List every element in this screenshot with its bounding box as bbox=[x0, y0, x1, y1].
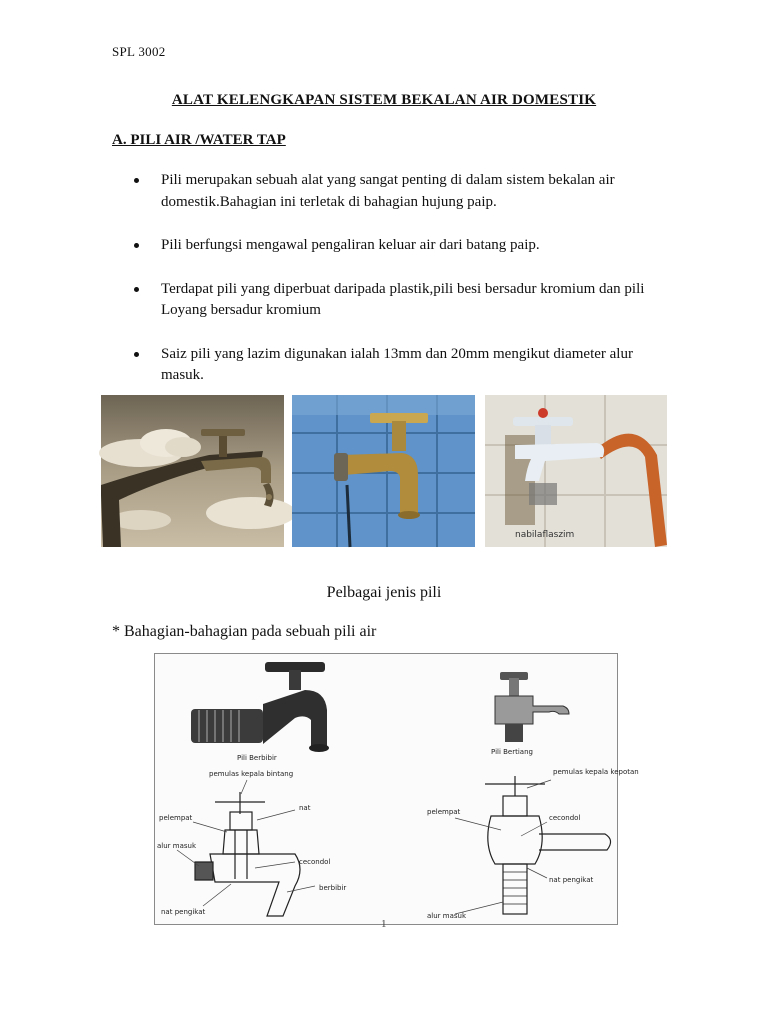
bullet-dot-icon bbox=[134, 178, 139, 183]
tap-parts-diagram bbox=[154, 653, 639, 925]
bullet-item bbox=[112, 279, 672, 322]
label-left-inlet: alur masuk bbox=[157, 842, 197, 850]
label-tap-right-name: Pili Bertiang bbox=[491, 748, 533, 756]
label-left-handle: pemulas kepala bintang bbox=[209, 770, 294, 778]
tap-parts-illustration bbox=[155, 654, 639, 924]
bullet-text: Terdapat pili yang diperbuat daripada plastik,pili besi bersadur kromium dan pili Loyang bersadur kromium bbox=[161, 280, 645, 318]
plastic-tap-image bbox=[485, 395, 667, 547]
bullet-text: Pili berfungsi mengawal pengaliran keluar air dari batang paip. bbox=[161, 237, 540, 253]
page-number: 1 bbox=[381, 918, 387, 930]
photo-watermark: nabilaflaszim bbox=[515, 530, 575, 540]
bullet-item bbox=[112, 235, 672, 257]
bullet-dot-icon bbox=[134, 287, 139, 292]
label-left-lock-nut: nat pengikat bbox=[161, 908, 206, 916]
bullet-text: Pili merupakan sebuah alat yang sangat penting di dalam sistem bekalan air domestik.Bahagian ini terletak di bahagian hujung paip. bbox=[161, 172, 615, 210]
bullet-item bbox=[112, 170, 672, 213]
label-right-lock-nut: nat pengikat bbox=[549, 876, 594, 884]
label-right-inlet: alur masuk bbox=[427, 912, 467, 920]
label-tap-left-name: Pili Berbibir bbox=[237, 754, 277, 762]
document-title: ALAT KELENGKAPAN SISTEM BEKALAN AIR DOMESTIK bbox=[171, 92, 597, 108]
photo-plastic-tap-hose bbox=[485, 395, 667, 547]
tap-photo-strip bbox=[101, 395, 667, 547]
label-right-packing: pelempat bbox=[427, 808, 461, 816]
course-code: SPL 3002 bbox=[112, 44, 166, 59]
label-left-washer: cecondol bbox=[299, 858, 331, 866]
section-heading: A. PILI AIR /WATER TAP bbox=[112, 132, 286, 148]
bullet-text: Saiz pili yang lazim digunakan ialah 13mm dan 20mm mengikut diameter alur masuk. bbox=[161, 345, 633, 383]
label-right-handle: pemulas kepala kepotan bbox=[553, 768, 639, 776]
label-left-nut: nat bbox=[299, 804, 311, 812]
label-left-lip: berbibir bbox=[319, 884, 347, 892]
bullet-list bbox=[112, 170, 672, 409]
bullet-item bbox=[112, 344, 672, 387]
sepia-tap-image bbox=[101, 395, 284, 547]
bullet-dot-icon bbox=[134, 352, 139, 357]
parts-heading: * Bahagian-bahagian pada sebuah pili air bbox=[112, 623, 377, 640]
bullet-dot-icon bbox=[134, 243, 139, 248]
label-left-packing: pelempat bbox=[159, 814, 193, 822]
photo-caption: Pelbagai jenis pili bbox=[326, 584, 442, 601]
photo-brass-tap-blue-tiles bbox=[292, 395, 475, 547]
label-right-washer: cecondol bbox=[549, 814, 581, 822]
brass-tap-image bbox=[292, 395, 475, 547]
photo-sepia-tap bbox=[101, 395, 284, 547]
